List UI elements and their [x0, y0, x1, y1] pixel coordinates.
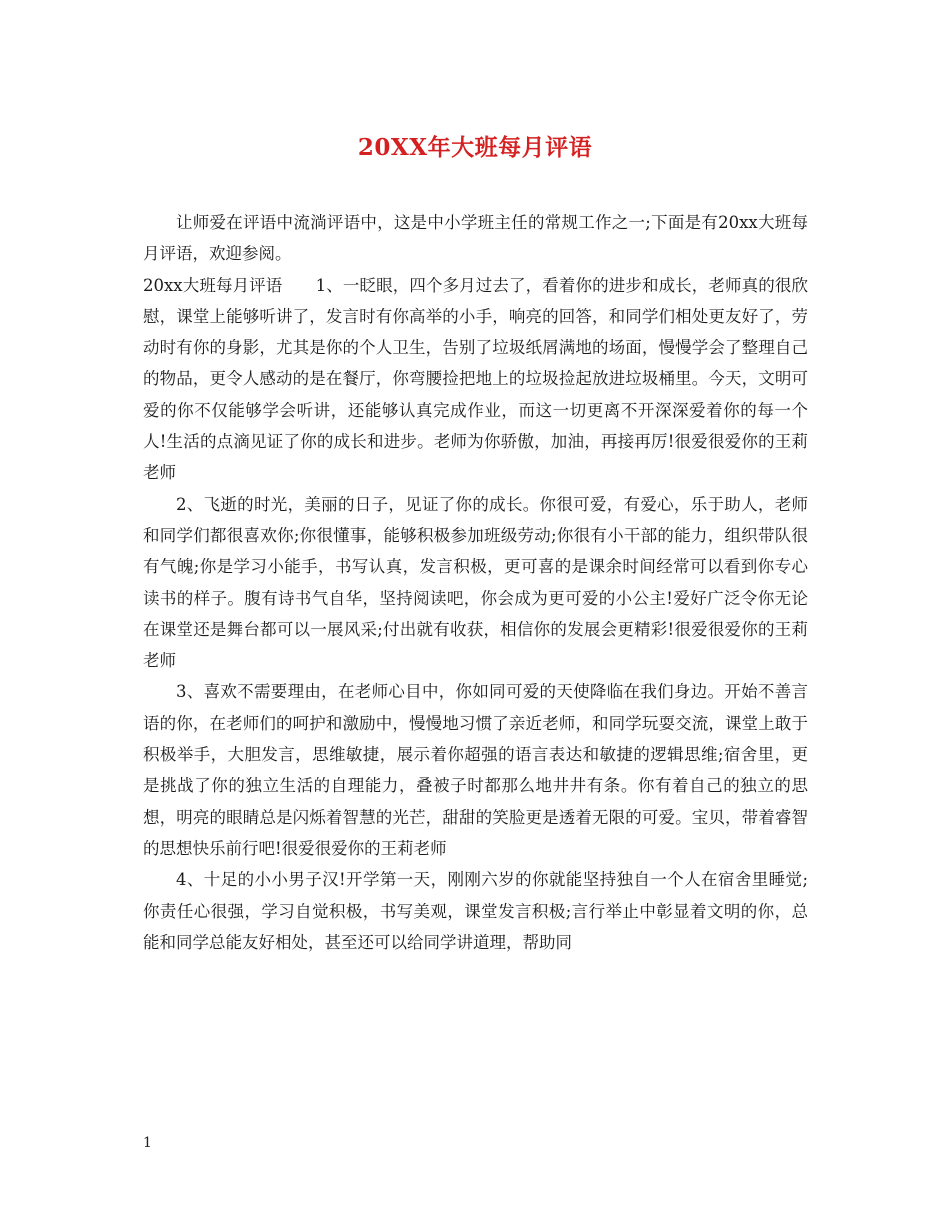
page-number: 1: [143, 1135, 152, 1151]
paragraph-comment-3: 3、喜欢不需要理由，在老师心目中，你如同可爱的天使降临在我们身边。开始不善言语的你，在老师们的呵护和激励中，慢慢地习惯了亲近老师，和同学玩耍交流，课堂上敢于积极举手，大胆发言，思维敏捷，展示着你超强的语言表达和敏捷的逻辑思维;宿舍里，更是挑战了你的独立生活的自理能力，叠被子时都那么地井井有条。你有着自己的独立的思想，明亮的眼睛总是闪烁着智慧的光芒，甜甜的笑脸更是透着无限的可爱。宝贝，带着睿智的思想快乐前行吧!很爱很爱你的王莉老师: [143, 682, 808, 858]
paragraph-comment-1: 20xx大班每月评语 1、一眨眼，四个多月过去了，看着你的进步和成长，老师真的很欣慰，课堂上能够听讲了，发言时有你高举的小手，响亮的回答，和同学们相处更友好了，劳动时有你的身影，尤其是你的个人卫生，告别了垃圾纸屑满地的场面，慢慢学会了整理自己的物品，更令人感动的是在餐厅，你弯腰捡把地上的垃圾捡起放进垃圾桶里。今天，文明可爱的你不仅能够学会听讲，还能够认真完成作业，而这一切更离不开深深爱着你的每一个人!生活的点滴见证了你的成长和进步。老师为你骄傲，加油，再接再厉!很爱很爱你的王莉老师: [143, 275, 808, 483]
document-title: 20XX年大班每月评语: [357, 134, 593, 161]
paragraph-comment-2: 2、飞逝的时光，美丽的日子，见证了你的成长。你很可爱，有爱心，乐于助人，老师和同学们都很喜欢你;你很懂事，能够积极参加班级劳动;你很有小干部的能力，组织带队很有气魄;你是学习小能手，书写认真，发言积极，更可喜的是课余时间经常可以看到你专心读书的样子。腹有诗书气自华，坚持阅读吧，你会成为更可爱的小公主!爱好广泛令你无论在课堂还是舞台都可以一展风采;付出就有收获，相信你的发展会更精彩!很爱很爱你的王莉老师: [143, 494, 808, 671]
paragraph-intro: 让师爱在评语中流淌评语中，这是中小学班主任的常规工作之一;下面是有20xx大班每月评语，欢迎参阅。: [143, 213, 808, 264]
paragraph-comment-4: 4、十足的小小男子汉!开学第一天，刚刚六岁的你就能坚持独自一个人在宿舍里睡觉;你责任心很强，学习自觉积极，书写美观，课堂发言积极;言行举止中彰显着文明的你，总能和同学总能友好相处，甚至还可以给同学讲道理，帮助同: [143, 870, 808, 952]
document-body: [143, 207, 808, 958]
